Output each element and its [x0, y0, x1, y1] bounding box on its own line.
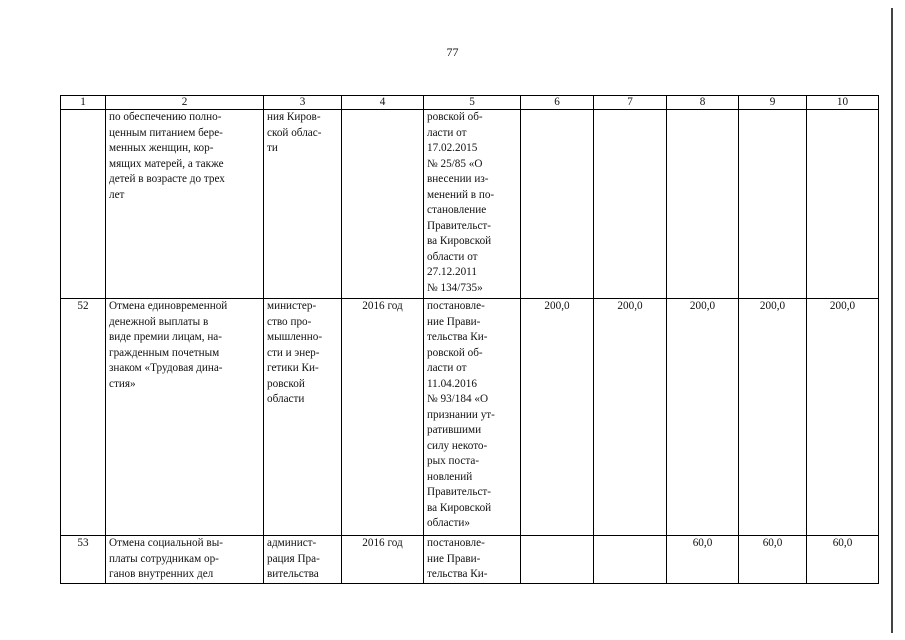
row-number-cell: 52	[61, 299, 106, 536]
value-cell	[594, 110, 667, 299]
legal-act-cell: постановле- ние Прави- тельства Ки-	[424, 536, 521, 584]
period-cell: 2016 год	[342, 299, 424, 536]
value-cell	[594, 536, 667, 584]
table-row	[61, 299, 879, 536]
value-cell	[667, 110, 739, 299]
value-cell: 200,0	[807, 299, 879, 536]
value-cell: 60,0	[739, 536, 807, 584]
value-cell: 200,0	[667, 299, 739, 536]
row-number-cell: 53	[61, 536, 106, 584]
value-cell	[739, 110, 807, 299]
value-cell	[521, 536, 594, 584]
header-cell: 2	[106, 96, 264, 110]
value-cell: 60,0	[807, 536, 879, 584]
measure-name-cell: Отмена единовременной денежной выплаты в виде премии лицам, на- гражденным почетным знаком «Трудовая дина- стия»	[106, 299, 264, 536]
table-row	[61, 110, 879, 299]
executor-cell: министер- ство про- мышленно- сти и энер- гетики Ки- ровской области	[264, 299, 342, 536]
value-cell: 200,0	[594, 299, 667, 536]
table-header-row	[61, 96, 879, 110]
measure-name-cell: по обеспечению полно- ценным питанием бере- менных женщин, кор- мящих матерей, а также детей в возрасте до трех лет	[106, 110, 264, 299]
header-cell: 4	[342, 96, 424, 110]
row-number-cell	[61, 110, 106, 299]
executor-cell: админист- рация Пра- вительства	[264, 536, 342, 584]
executor-cell: ния Киров- ской облас- ти	[264, 110, 342, 299]
header-cell: 5	[424, 96, 521, 110]
header-cell: 9	[739, 96, 807, 110]
legal-act-cell: ровской об- ласти от 17.02.2015 № 25/85 «О внесении из- менений в по- становление Правительст- ва Кировской области от 27.12.2011 № 134/735»	[424, 110, 521, 299]
value-cell: 60,0	[667, 536, 739, 584]
value-cell	[807, 110, 879, 299]
measures-table	[60, 95, 879, 584]
measure-name-cell: Отмена социальной вы- платы сотрудникам ор- ганов внутренних дел	[106, 536, 264, 584]
scan-edge-line	[891, 8, 893, 633]
period-cell: 2016 год	[342, 536, 424, 584]
period-cell	[342, 110, 424, 299]
page-number: 77	[446, 45, 459, 59]
legal-act-cell: постановле- ние Прави- тельства Ки- ровской об- ласти от 11.04.2016 № 93/184 «О признании ут- ратившими силу некото- рых поста- новлений Правительст- ва Кировской области»	[424, 299, 521, 536]
header-cell: 6	[521, 96, 594, 110]
value-cell	[521, 110, 594, 299]
value-cell: 200,0	[739, 299, 807, 536]
header-cell: 10	[807, 96, 879, 110]
header-cell: 7	[594, 96, 667, 110]
header-cell: 3	[264, 96, 342, 110]
table-row	[61, 536, 879, 584]
value-cell: 200,0	[521, 299, 594, 536]
header-cell: 8	[667, 96, 739, 110]
header-cell: 1	[61, 96, 106, 110]
